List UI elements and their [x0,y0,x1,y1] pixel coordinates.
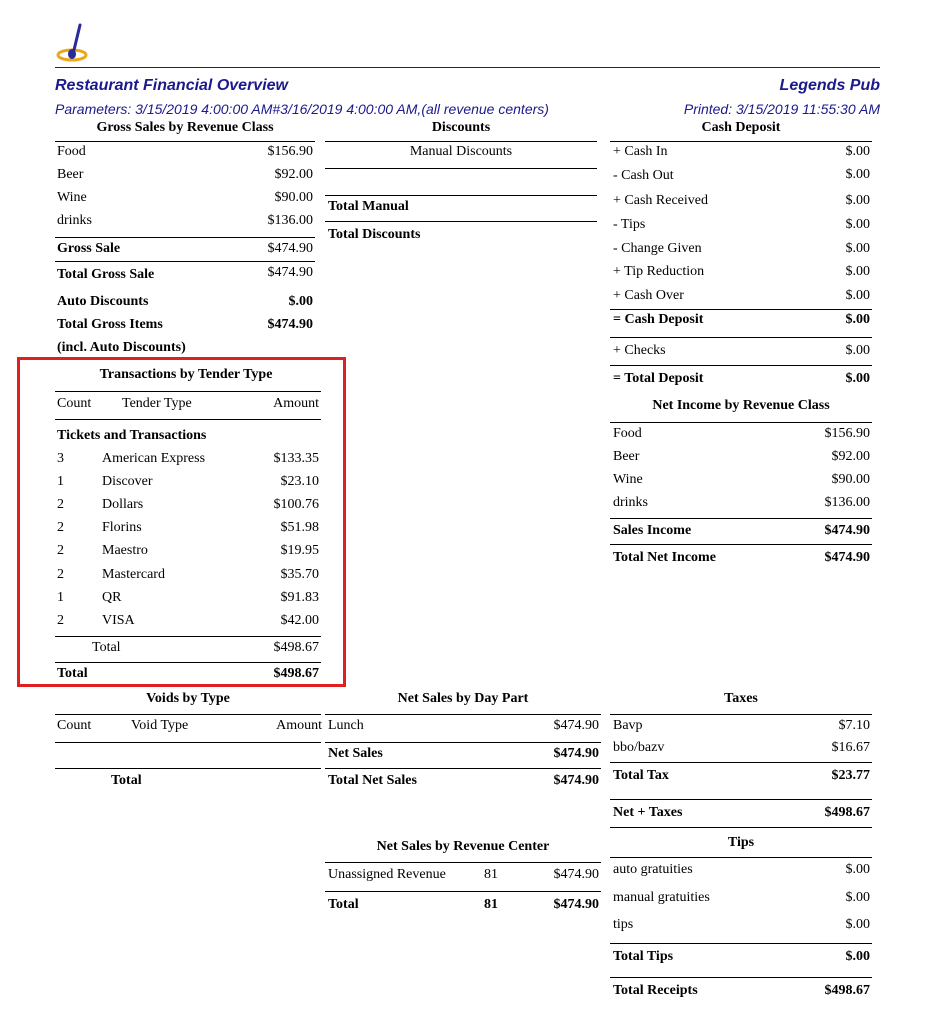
tender-title: Transactions by Tender Type [99,367,273,382]
total-net-income-label: Total Net Income [613,550,716,565]
cash-deposit-total-amount: $.00 [845,312,870,327]
tip-row-label: auto gratuities [613,862,693,877]
tips-title: Tips [727,835,755,850]
tender-row-count: 2 [57,543,64,558]
tender-row-count: 3 [57,451,64,466]
tender-row-count: 2 [57,497,64,512]
total-discounts-label: Total Discounts [328,227,421,242]
tender-row-type: American Express [102,451,206,466]
net-income-row-amount: $136.00 [824,495,870,510]
revenue-center-row-amount: $474.90 [553,867,599,882]
cash-row-amount: $.00 [845,264,870,279]
tax-row-label: bbo/bazv [613,740,665,755]
gross-row-label: Wine [57,190,87,205]
tender-total-amount: $498.67 [273,666,319,681]
tender-row-amount: $23.10 [280,474,319,489]
total-net-income-amount: $474.90 [824,550,870,565]
cash-row-label: + Tip Reduction [613,264,705,279]
spoon-logo-icon [55,22,91,64]
total-tips-label: Total Tips [613,949,674,964]
total-gross-sale-label: Total Gross Sale [57,267,155,282]
voids-total-label: Total [111,773,142,788]
tender-row-count: 2 [57,613,64,628]
cash-deposit-total-label: = Cash Deposit [613,312,704,327]
net-income-row-amount: $92.00 [831,449,870,464]
tender-subtotal-amount: $498.67 [273,640,319,655]
tax-row-amount: $16.67 [831,740,870,755]
total-gross-items-amount: $474.90 [267,317,313,332]
gross-sale-label: Gross Sale [57,241,121,256]
cash-row-label: - Change Given [613,241,702,256]
tax-row-amount: $7.10 [838,718,870,733]
voids-title: Voids by Type [146,691,230,706]
net-sales-label: Net Sales [328,746,383,761]
gross-sale-amount: $474.90 [267,241,313,256]
cash-row-label: - Cash Out [613,168,674,183]
sales-income-label: Sales Income [613,523,692,538]
cash-row-label: + Cash In [613,144,668,159]
checks-amount: $.00 [845,343,870,358]
net-taxes-label: Net + Taxes [613,805,683,820]
revenue-center-total-count: 81 [484,897,498,912]
discounts-title: Discounts [431,120,491,135]
tender-row-amount: $19.95 [280,543,319,558]
tender-row-type: Florins [102,520,142,535]
tender-subtotal-label: Total [92,640,121,655]
tax-row-label: Bavp [613,718,643,733]
tip-row-label: manual gratuities [613,890,710,905]
tender-row-type: Dollars [102,497,144,512]
manual-discounts-label: Manual Discounts [409,144,513,159]
day-part-row-label: Lunch [328,718,364,733]
tender-col-count: Count [57,396,92,411]
net-income-row-label: Food [613,426,642,441]
report-parameters: Parameters: 3/15/2019 4:00:00 AM#3/16/2019 4:00:00 AM,(all revenue centers) [55,101,549,117]
cash-row-amount: $.00 [845,241,870,256]
total-deposit-label: = Total Deposit [613,371,704,386]
tender-row-amount: $42.00 [280,613,319,628]
gross-sales-title: Gross Sales by Revenue Class [96,120,274,135]
venue-name: Legends Pub [779,77,880,94]
net-income-title: Net Income by Revenue Class [652,398,830,413]
tender-total-label: Total [57,666,88,681]
gross-row-amount: $136.00 [267,213,313,228]
sales-income-amount: $474.90 [824,523,870,538]
tender-row-type: Maestro [102,543,148,558]
tip-row-amount: $.00 [845,862,870,877]
tender-group-label: Tickets and Transactions [57,428,207,443]
gross-row-amount: $92.00 [274,167,313,182]
cash-row-amount: $.00 [845,144,870,159]
total-gross-sale-amount: $474.90 [267,265,313,280]
revenue-center-total-label: Total [328,897,359,912]
tender-row-count: 2 [57,520,64,535]
tender-row-type: QR [102,590,122,605]
tender-row-amount: $91.83 [280,590,319,605]
revenue-center-title: Net Sales by Revenue Center [376,839,550,854]
tender-row-type: VISA [102,613,135,628]
cash-row-amount: $.00 [845,193,870,208]
tender-col-amount: Amount [273,396,319,411]
tender-row-type: Mastercard [102,567,165,582]
total-tax-amount: $23.77 [831,768,870,783]
total-receipts-amount: $498.67 [824,983,870,998]
tender-row-count: 1 [57,590,64,605]
net-income-row-label: Wine [613,472,643,487]
revenue-center-row-count: 81 [484,867,498,882]
cash-row-amount: $.00 [845,288,870,303]
total-manual-label: Total Manual [328,199,409,214]
gross-row-amount: $156.90 [267,144,313,159]
taxes-title: Taxes [724,691,758,706]
gross-row-label: Food [57,144,86,159]
voids-col-count: Count [57,718,92,733]
revenue-center-row-label: Unassigned Revenue [328,867,446,882]
cash-row-amount: $.00 [845,217,870,232]
tender-row-amount: $133.35 [273,451,319,466]
total-gross-items-label: Total Gross Items [57,317,163,332]
total-net-sales-label: Total Net Sales [328,773,417,788]
printed-date: Printed: 3/15/2019 11:55:30 AM [683,101,880,117]
net-sales-amount: $474.90 [553,746,599,761]
total-deposit-amount: $.00 [845,371,870,386]
tender-row-count: 2 [57,567,64,582]
cash-row-label: - Tips [613,217,646,232]
auto-discounts-amount: $.00 [288,294,313,309]
net-taxes-amount: $498.67 [824,805,870,820]
voids-col-type: Void Type [131,718,189,733]
net-income-row-amount: $156.90 [824,426,870,441]
total-tips-amount: $.00 [845,949,870,964]
net-income-row-label: drinks [613,495,648,510]
voids-col-amount: Amount [276,718,322,733]
cash-row-label: + Cash Received [613,193,708,208]
gross-row-amount: $90.00 [274,190,313,205]
incl-auto-discounts-note: (incl. Auto Discounts) [57,340,186,355]
tender-row-amount: $100.76 [273,497,319,512]
cash-row-amount: $.00 [845,167,870,182]
tender-row-type: Discover [102,474,153,489]
tender-row-amount: $51.98 [280,520,319,535]
net-income-row-amount: $90.00 [831,472,870,487]
gross-row-label: Beer [57,167,84,182]
tender-row-count: 1 [57,474,64,489]
tip-row-amount: $.00 [845,890,870,905]
tender-row-amount: $35.70 [280,567,319,582]
report-title: Restaurant Financial Overview [55,77,288,94]
auto-discounts-label: Auto Discounts [57,294,149,309]
total-net-sales-amount: $474.90 [553,773,599,788]
day-part-row-amount: $474.90 [553,718,599,733]
total-tax-label: Total Tax [613,768,669,783]
tip-row-label: tips [613,917,634,932]
total-receipts-label: Total Receipts [613,983,698,998]
day-part-title: Net Sales by Day Part [397,691,529,706]
cash-row-label: + Cash Over [613,288,684,303]
checks-label: + Checks [613,343,666,358]
tip-row-amount: $.00 [845,917,870,932]
gross-row-label: drinks [57,213,92,228]
tender-col-type: Tender Type [122,396,192,411]
cash-deposit-title: Cash Deposit [701,120,781,135]
net-income-row-label: Beer [613,449,640,464]
header-rule [55,67,880,68]
revenue-center-total-amount: $474.90 [553,897,599,912]
